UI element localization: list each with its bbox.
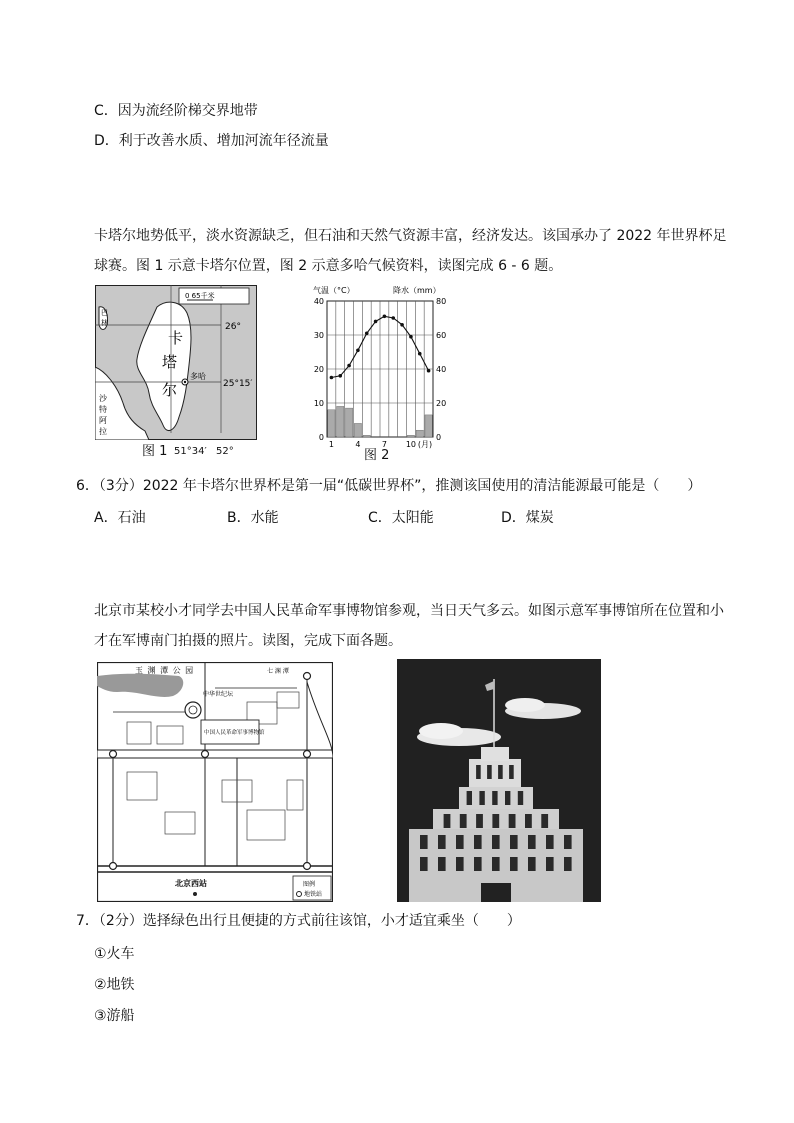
scale-label: 0 65千米 [185,292,215,300]
building-window [467,791,472,805]
temp-point [338,374,342,378]
precip-bar [416,430,423,437]
building-window [474,835,482,849]
building-window [510,835,518,849]
q7-item-3[interactable]: ③游船 [94,1008,135,1024]
qatar-map [95,285,257,440]
q6-option-c[interactable]: C．太阳能 [368,510,434,526]
building-window [492,791,497,805]
passage1-line2: 球赛。图 1 示意卡塔尔位置，图 2 示意多哈气候资料，读图完成 6 - 6 题。 [94,258,563,274]
building-window [492,814,499,828]
q6-options [0,507,794,527]
building-window [518,791,523,805]
q6-option-a[interactable]: A．石油 [94,510,146,526]
building-window [474,857,482,871]
doha-label: 多哈 [190,372,206,381]
building-window [509,765,514,779]
precip-axis-label: 降水（mm） [393,286,441,295]
station-label: 北京西站 [175,879,207,888]
saudi-char-4: 拉 [99,427,107,436]
building-window [505,791,510,805]
park-label: 玉 渊 潭 公 园 [135,666,195,675]
passage1-line1: 卡塔尔地势低平，淡水资源缺乏，但石油和天然气资源丰富，经济发达。该国承办了 2022 年世界杯足 [94,228,727,244]
precip-bar [328,410,335,437]
temp-tick-label: 0 [318,433,324,442]
building-window [487,765,492,779]
building-window [492,835,500,849]
building-window [546,857,554,871]
building-window [438,857,446,871]
saudi-char-3: 阿 [99,416,107,425]
building-window [479,791,484,805]
option-d: D．利于改善水质、增加河流年径流量 [94,133,329,149]
option-c: C．因为流经阶梯交界地带 [94,103,258,119]
precip-tick-label: 40 [436,365,447,374]
temp-point [400,323,404,327]
precip-bar [425,415,432,437]
temp-point [427,369,431,373]
q7-stem: 7．（2分）选择绿色出行且便捷的方式前往该馆，小才适宜乘坐（ ） [76,913,521,929]
q6-stem: 6．（3分）2022 年卡塔尔世界杯是第一届“低碳世界杯”，推测该国使用的清洁能源最可能是（ ） [76,478,702,494]
month-unit-label: (月) [417,440,433,449]
doha-climate-chart [305,283,465,453]
building-window [476,814,483,828]
building-window [510,857,518,871]
subway-station-icon [304,751,311,758]
temp-point [391,316,395,320]
country-char-2: 塔 [162,353,178,371]
temp-tick-label: 40 [313,297,324,306]
temp-point [383,315,387,319]
temp-tick-label: 20 [313,365,324,374]
building-window [444,814,451,828]
building-window [492,857,500,871]
q7-item-2[interactable]: ②地铁 [94,977,135,993]
temp-tick-label: 30 [313,331,324,340]
legend-title: 图例 [303,881,316,888]
precip-bar [345,408,352,437]
building-window [509,814,516,828]
memorial-marker [185,702,201,718]
q7-item-1[interactable]: ①火车 [94,946,135,962]
building-window [564,857,572,871]
temp-point [374,320,378,324]
building-window [460,814,467,828]
precip-tick-label: 20 [436,399,447,408]
building-window [525,814,532,828]
passage2-line2: 才在军博南门拍摄的照片。读图，完成下面各题。 [94,633,402,649]
building-window [420,835,428,849]
building-window [528,835,536,849]
subway-station-icon [304,863,311,870]
building-window [528,857,536,871]
building-window [456,857,464,871]
lat-25-15-label: 25°15′ [223,379,253,389]
subway-station-icon [110,751,117,758]
small-top-label: 七 渊 潭 [267,668,289,675]
building-window [476,765,481,779]
main-road [97,750,333,758]
temp-axis-label: 气温（°C） [313,286,355,295]
month-tick-label: 4 [355,440,361,449]
precip-bar [407,435,414,437]
temp-point [409,335,413,339]
museum-photo [397,659,601,902]
bahrain-char-1: 巴 [101,309,108,317]
q6-option-d[interactable]: D．煤炭 [501,510,554,526]
museum-location-map [97,662,333,902]
month-tick-label: 7 [381,440,387,449]
museum-label: 中国人民革命军事博物馆 [204,730,265,736]
building-window [438,835,446,849]
lon-52-label: 52° [216,446,234,457]
temp-point [347,364,351,368]
lon-51-34-label: 51°34′ [174,446,207,457]
temp-point [418,352,422,356]
precip-bar [354,423,361,437]
precip-tick-label: 0 [436,433,442,442]
building-window [546,835,554,849]
legend-item: 地铁站 [304,891,323,898]
memorial-label: 中华世纪坛 [203,691,234,698]
precip-tick-label: 80 [436,297,447,306]
subway-station-icon [304,673,311,680]
legend-subway-icon [297,892,302,897]
month-tick-label: 10 [405,440,417,449]
precip-bar [337,406,344,437]
saudi-char-1: 沙 [99,394,107,403]
entrance [481,883,511,902]
fig2-caption: 图 2 [364,448,390,463]
subway-station-icon [110,863,117,870]
precip-bar [363,435,370,437]
building-window [456,835,464,849]
passage2-line1: 北京市某校小才同学去中国人民革命军事博物馆参观，当日天气多云。如图示意军事博馆所在位置和小 [94,603,724,619]
building-window [541,814,548,828]
saudi-char-2: 特 [99,405,107,414]
fig1-caption: 图 1 [142,444,168,459]
temp-point [330,376,334,380]
lat-26-label: 26° [225,322,241,332]
precip-tick-label: 60 [436,331,447,340]
q6-option-b[interactable]: B．水能 [227,510,279,526]
month-tick-label: 1 [328,440,334,449]
temp-tick-label: 10 [313,399,324,408]
station-dot [193,892,197,896]
country-char-1: 卡 [168,329,184,347]
temp-point [356,349,360,353]
temp-point [365,332,369,336]
subway-station-icon [202,751,209,758]
building-window [564,835,572,849]
building-window [498,765,503,779]
building-window [420,857,428,871]
bahrain-char-2: 林 [101,319,108,327]
country-char-3: 尔 [162,381,178,399]
